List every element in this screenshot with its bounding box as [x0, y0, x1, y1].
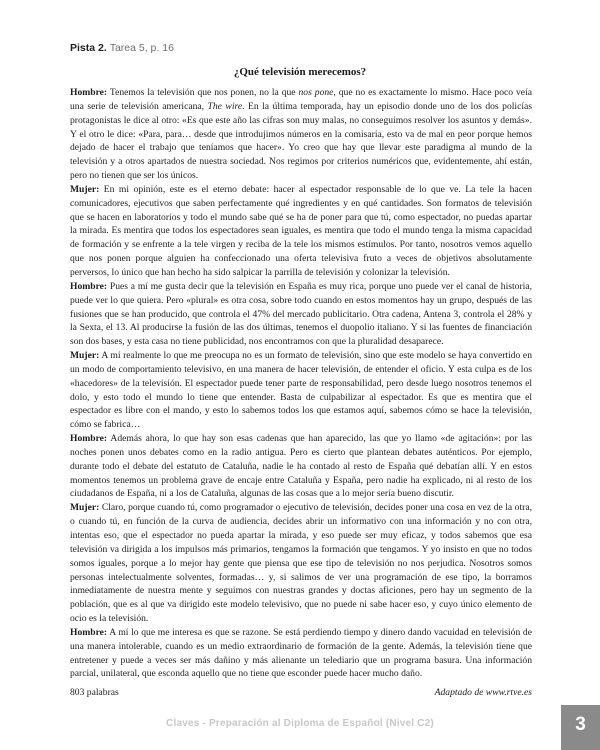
- track-label: Pista 2.: [70, 42, 107, 54]
- source-attribution: Adaptado de www.rtve.es: [434, 687, 532, 698]
- dialogue-turn: [70, 626, 532, 681]
- italic-title: The wire: [207, 100, 243, 112]
- track-header: [70, 42, 174, 54]
- dialogue-text: Además ahora, lo que hay son esas cadenas que han aparecido, las que yo llamo «de agitación»: por las noches ponen unos debates como en la radio antigua. Pero es cierto que plantean debates auténticos. Por ejemplo, durante todo el debate del estatuto de Cataluña, nadie le ha contado al resto de España qué debatían allí. Y en estos momentos tenemos un problema grave de encaje entre Cataluña y España, pero nadie ha explicado, ni al resto de los ciudadanos de España, ni a los de Cataluña, algunas de las cosas que a lo mejor sería bueno discutir.: [70, 433, 532, 500]
- dialogue-text: Pues a mí me gusta decir que la televisión en España es muy rica, porque uno puede ver el canal de historia, puede ver lo que quiera. Pero «plural» es otra cosa, sobre todo cuando en estos momentos hay un grupo, después de las fusiones que se han producido, que controla el 47% del mercado publicitario. Otra cadena, Antena 3, controla el 28% y la Sexta, el 13. Al producirse la fusión de las dos últimas, tenemos el duopolio italiano. Y si las fuentes de financiación son dos bases, y esta casa no tiene publicidad, nos encontramos con que la pluralidad desaparece.: [70, 280, 532, 348]
- dialogue-turn: [70, 86, 532, 183]
- dialogue-text: A mí realmente lo que me preocupa no es un formato de televisión, sino que este modelo se haya convertido en un modo de comportamiento televisivo, en una manera de hacer televisión, de entender el oficio. Y esta culpa es de los «hacedores» de la televisión. El espectador puede tener parte de responsabilidad, pero desde luego nosotros tenemos el dolo, y esto todo el mundo lo tiene que entender. Basta de culpabilizar al espectador. Es que es mentira que el espectador es libre con el mando, y esto lo sabemos todos los que estamos aquí, sabemos cómo se hace la televisión, cómo se fabrica…: [70, 350, 532, 431]
- speaker-label: Mujer:: [70, 183, 100, 195]
- dialogue-text: Claro, porque cuando tú, como programador o ejecutivo de televisión, decides poner una cosa en vez de la otra, o cuando tú, en función de la curva de audiencia, decides abrir un informativo con una información y no con otra, intentas eso, que el espectador no pueda apartar la mirada, y eso puede ser muy eficaz, y todos sabemos que esa televisión va dirigida a los impulsos más primarios, tengamos la formación que tengamos. Y yo insisto en que no todos somos iguales, porque a lo mejor hay gente que piensa que ese tipo de televisión no nos perjudica. Nosotros somos personas intelectualmente solventes, formadas… y, si salimos de ver una programación de ese tipo, la borramos inmediatamente de nuestra mente y seguimos con nuestras grandes y doctas aficiones, pero hay un segmento de la población, que es al que va dirigido este modelo televisivo, que no puede ni sabe hacer eso, y cuyo único elemento de ocio es la televisión.: [70, 502, 532, 625]
- page-number-tab: [561, 705, 600, 750]
- dialogue-turn: [70, 183, 532, 280]
- dialogue-turn: [70, 432, 532, 501]
- dialogue-turn: [70, 280, 532, 349]
- italic-title: nos pone: [298, 87, 334, 98]
- dialogue-text: A mí lo que me interesa es que se razone. Se está perdiendo tiempo y dinero dando vacuidad en televisión de una manera intolerable, cuando es un medio extraordinario de formación de la gente. Además, la televisión tiene que entretener y puede a veces ser más dañino y más alienante un telediario que un programa basura. Una información parcial, unilateral, que esconda aquello que no tiene que esconder puede hacer mucho daño.: [70, 626, 532, 680]
- speaker-label: Hombre:: [70, 433, 108, 445]
- dialogue-text: . En la última temporada, hay un episodio donde uno de los dos policías protagonistas le dice al otro: «Es que este año las cifras son muy malas, no conseguimos resolver los asuntos y demás». Y el otro le dice: «Para, para… desde que introdujimos números en la comisaría, esto va de mal en peor porque hemos dejado de hacer el trabajo que teníamos que hacer». Yo creo que hay que llevar este paradigma al mundo de la televisión y a otros apartados de nuestra sociedad. Nos regimos por criterios numéricos que, evidentemente, ahí están, pero no tienen que ser los únicos.: [70, 100, 532, 182]
- dialogue-turn: [70, 349, 532, 432]
- book-title: Claves - Preparación al Diploma de Español (Nivel C2): [166, 718, 434, 729]
- speaker-label: Mujer:: [70, 502, 100, 514]
- dialogue-text: En mi opinión, este es el eterno debate: hacer al espectador responsable de lo que ve. La tele la hacen comunicadores, ejecutivos que saben perfectamente qué ingredientes y en qué cantidades. Son formatos de televisión que se hacen en laboratorios y todo el mundo sabe qué se ha de poner para que tú, como espectador, no puedas apartar la mirada. Es mentira que todos los espectadores sean iguales, es mentira que todo el mundo tenga la misma capacidad de formación y se enfrente a la tele virgen y reciba de la tele los mismos estímulos. Por tanto, nosotros vemos aquello que nos ponen porque alguien ha confeccionado una oferta televisiva fruto a veces de objetivos absolutamente perversos, lo único que han hecho ha sido salpicar la parrilla de televisión y colonizar la televisión.: [70, 183, 532, 278]
- speaker-label: Hombre:: [70, 626, 108, 638]
- dialogue-text: Tenemos la televisión que nos ponen, no la que: [107, 87, 299, 98]
- document-title: ¿Qué televisión merecemos?: [233, 66, 367, 78]
- speaker-label: Hombre:: [70, 280, 108, 292]
- task-reference: Tarea 5, p. 16: [109, 42, 174, 54]
- dialogue-turn: [70, 501, 532, 626]
- speaker-label: Mujer:: [70, 350, 100, 362]
- dialogue-text: , que no es exactamente lo mismo. Hace poco veía una serie de televisión americana,: [70, 87, 532, 112]
- word-count: 803 palabras: [70, 687, 119, 698]
- page-number: 3: [575, 714, 586, 735]
- transcript-body: [70, 86, 532, 681]
- speaker-label: Hombre:: [70, 87, 108, 98]
